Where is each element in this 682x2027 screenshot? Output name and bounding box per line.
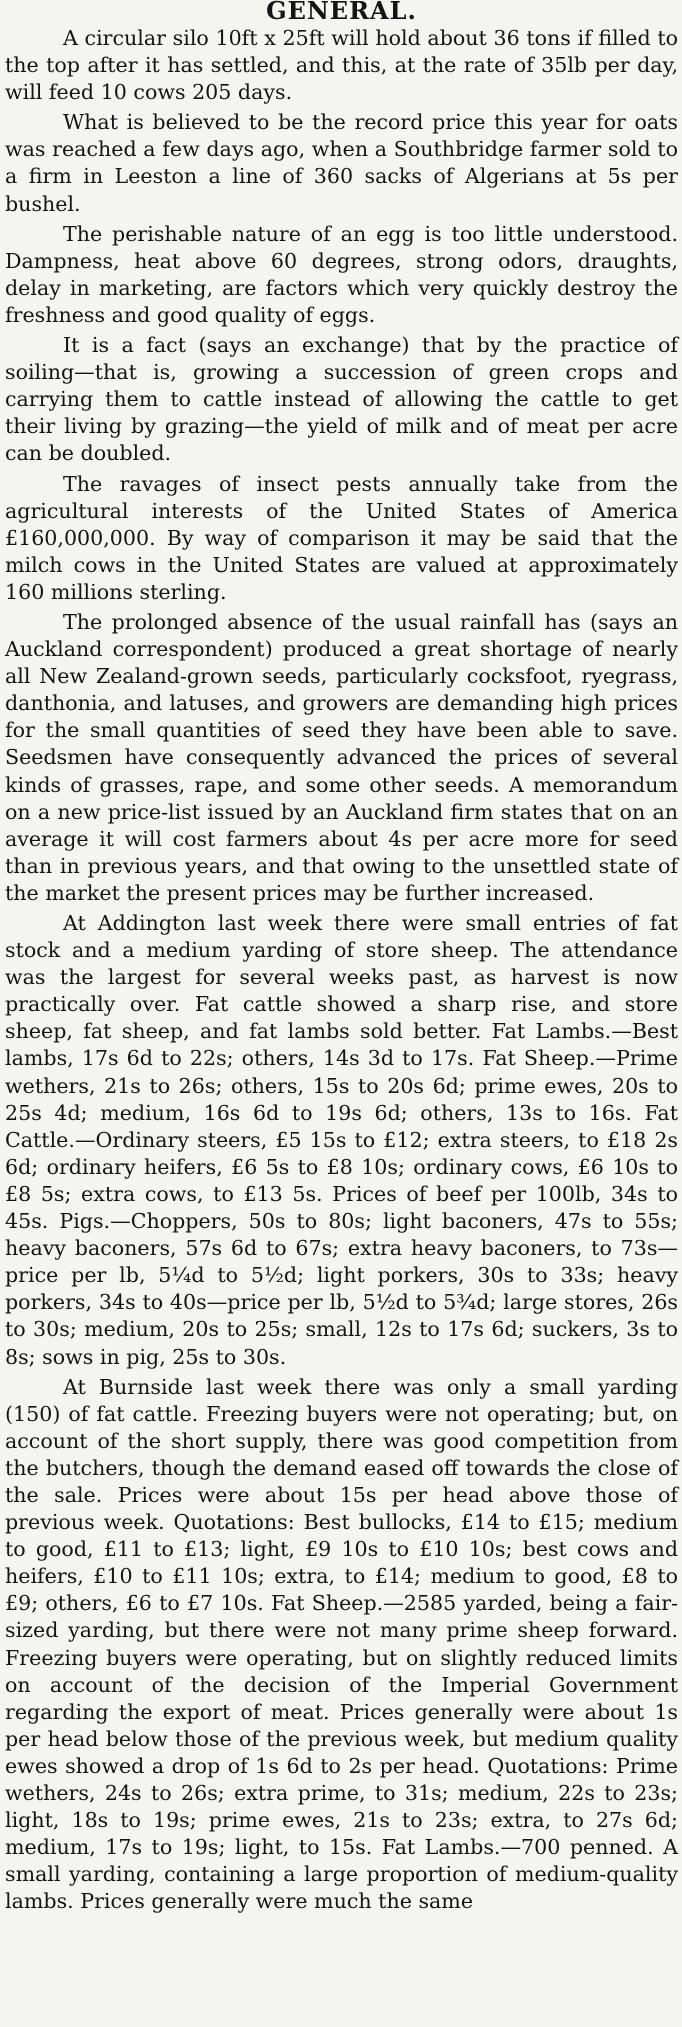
paragraph-addington-market: At Addington last week there were small entries of fat stock and a medium yarding of store sheep. The attendance was the largest for several weeks past, as harvest is now practically over. Fat cattle showed a sharp rise, and store sheep, fat sheep, and fat lambs sold better. Fat Lambs.—Best lambs, 17s 6d to 22s; others, 14s 3d to 17s. Fat Sheep.—Prime wethers, 21s to 26s; others, 15s to 20s 6d; prime ewes, 20s to 25s 4d; medium, 16s 6d to 19s 6d; others, 13s to 16s. Fat Cattle.—Ordinary steers, £5 15s to £12; extra steers, to £18 2s 6d; ordinary heifers, £6 5s to £8 10s; ordinary cows, £6 10s to £8 5s; extra cows, to £13 5s. Prices of beef per 100lb, 34s to 45s. Pigs.—Choppers, 50s to 80s; light baconers, 47s to 55s; heavy baconers, 57s 6d to 67s; extra heavy baconers, to 73s—price per lb, 5¼d to 5½d; light porkers, 30s to 33s; heavy porkers, 34s to 40s—price per lb, 5½d to 5¾d; large stores, 26s to 30s; medium, 20s to 25s; small, 12s to 17s 6d; suckers, 3s to 8s; sows in pig, 25s to 30s. xyxy=(5,911,678,1369)
paragraph-silo: A circular silo 10ft x 25ft will hold about 36 tons if filled to the top after it has settled, and this, at the rate of 35lb per day, will feed 10 cows 205 days. xyxy=(5,26,678,105)
paragraph-seed-shortage: The prolonged absence of the usual rainfall has (says an Auckland correspondent) produced a great shortage of nearly all New Zealand-grown seeds, particularly cocksfoot, ryegrass, danthonia, and latuses, and growers are demanding high prices for the small quantities of seed they have been able to save. Seedsmen have consequently advanced the prices of several kinds of grasses, rape, and some other seeds. A memorandum on a new price-list issued by an Auckland firm states that on an average it will cost farmers about 4s per acre more for seed than in previous years, and that owing to the unsettled state of the market the present prices may be further increased. xyxy=(5,609,678,905)
paragraph-burnside-market: At Burnside last week there was only a small yarding (150) of fat cattle. Freezing buyers were not operating; but, on account of the short supply, there was good competition from the butchers, though the demand eased off towards the close of the sale. Prices were about 15s per head above those of previous week. Quotations: Best bullocks, £14 to £15; medium to good, £11 to £13; light, £9 10s to £10 10s; best cows and heifers, £10 to £11 10s; extra, to £14; medium to good, £8 to £9; others, £6 to £7 10s. Fat Sheep.—2585 yarded, being a fair-sized yarding, but there were not many prime sheep forward. Freezing buyers were operating, but on slightly reduced limits on account of the decision of the Imperial Government regarding the export of meat. Prices generally were about 1s per head below those of the previous week, but medium quality ewes showed a drop of 1s 6d to 2s per head. Quotations: Prime wethers, 24s to 26s; extra prime, to 31s; medium, 22s to 23s; light, 18s to 19s; prime ewes, 21s to 23s; extra, to 27s 6d; medium, 17s to 19s; light, to 15s. Fat Lambs.—700 penned. A small yarding, containing a large proportion of medium-quality lambs. Prices generally were much the same xyxy=(5,1374,678,1914)
paragraph-insect-pests: The ravages of insect pests annually take from the agricultural interests of the United States of America £160,000,000. By way of comparison it may be said that the milch cows in the United States are valued at approximately 160 millions sterling. xyxy=(5,471,678,604)
paragraph-oats-price: What is believed to be the record price this year for oats was reached a few days ago, when a Southbridge farmer sold to a firm in Leeston a line of 360 sacks of Algerians at 5s per bushel. xyxy=(5,110,678,216)
section-heading: GENERAL. xyxy=(266,0,417,25)
paragraph-soiling: It is a fact (says an exchange) that by the practice of soiling—that is, growing a succession of green crops and carrying them to cattle instead of allowing the cattle to get their living by grazing—the yield of milk and of meat per acre can be doubled. xyxy=(5,333,678,466)
paragraph-eggs: The perishable nature of an egg is too little understood. Dampness, heat above 60 degrees, strong odors, draughts, delay in marketing, are factors which very quickly destroy the freshness and good quality of eggs. xyxy=(5,221,678,327)
